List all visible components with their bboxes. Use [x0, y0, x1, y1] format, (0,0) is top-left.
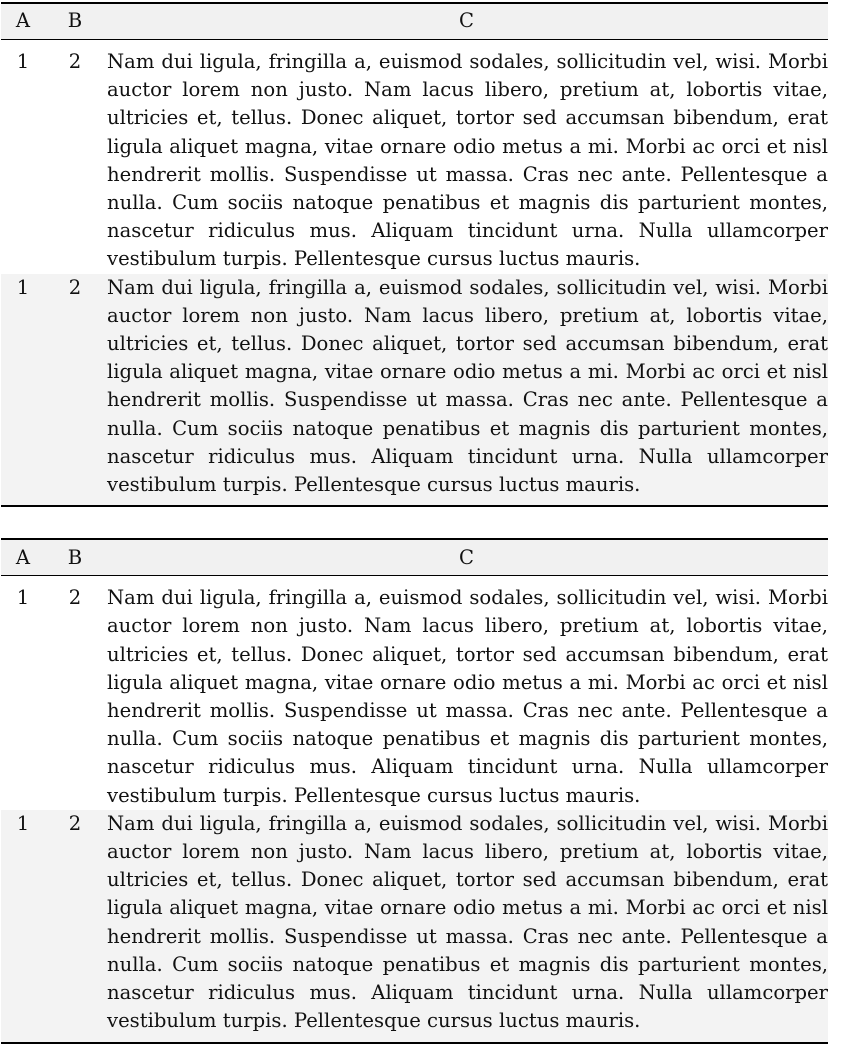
cell-a: 1: [1, 274, 45, 507]
table-spacer: [1, 507, 828, 538]
cell-c: [105, 40, 828, 274]
cell-a: 1: [1, 576, 45, 810]
cell-c-text: Nam dui ligula, fringilla a, euismod sodales, sollicitudin vel, wisi. Morbi auctor lorem non justo. Nam lacus libero, pretium at, lobortis vitae, ultricies et, tellus. Donec aliquet, tortor sed accumsan bibendum, erat ligula aliquet magna, vitae ornare odio metus a mi. Morbi ac orci et nisl hendrerit mollis. Suspendisse ut massa. Cras nec ante. Pellentesque a nulla. Cum sociis natoque penatibus et magnis dis parturient montes, nascetur ridiculus mus. Aliquam tincidunt urna. Nulla ullamcorper vestibulum turpis. Pellentesque cursus luctus mauris.: [107, 50, 828, 271]
table-row: [1, 274, 828, 507]
table-row: [1, 810, 828, 1043]
table-header: [1, 3, 828, 40]
cell-c-text: Nam dui ligula, fringilla a, euismod sodales, sollicitudin vel, wisi. Morbi auctor lorem non justo. Nam lacus libero, pretium at, lobortis vitae, ultricies et, tellus. Donec aliquet, tortor sed accumsan bibendum, erat ligula aliquet magna, vitae ornare odio metus a mi. Morbi ac orci et nisl hendrerit mollis. Suspendisse ut massa. Cras nec ante. Pellentesque a nulla. Cum sociis natoque penatibus et magnis dis parturient montes, nascetur ridiculus mus. Aliquam tincidunt urna. Nulla ullamcorper vestibulum turpis. Pellentesque cursus luctus mauris.: [107, 811, 828, 1033]
header-row: [1, 539, 828, 576]
data-table-1: [1, 2, 828, 507]
cell-b: 2: [45, 810, 105, 1043]
column-header-a: A: [1, 3, 45, 40]
cell-c: [105, 810, 828, 1043]
column-header-b: B: [45, 539, 105, 576]
column-header-a: A: [1, 539, 45, 576]
cell-c-text: Nam dui ligula, fringilla a, euismod sodales, sollicitudin vel, wisi. Morbi auctor lorem non justo. Nam lacus libero, pretium at, lobortis vitae, ultricies et, tellus. Donec aliquet, tortor sed accumsan bibendum, erat ligula aliquet magna, vitae ornare odio metus a mi. Morbi ac orci et nisl hendrerit mollis. Suspendisse ut massa. Cras nec ante. Pellentesque a nulla. Cum sociis natoque penatibus et magnis dis parturient montes, nascetur ridiculus mus. Aliquam tincidunt urna. Nulla ullamcorper vestibulum turpis. Pellentesque cursus luctus mauris.: [107, 586, 828, 807]
table-row: [1, 576, 828, 810]
cell-b: 2: [45, 40, 105, 274]
header-row: [1, 3, 828, 40]
column-header-c: C: [105, 539, 828, 576]
table-body: [1, 576, 828, 1043]
cell-c: [105, 576, 828, 810]
cell-a: 1: [1, 40, 45, 274]
table-row: [1, 40, 828, 274]
column-header-b: B: [45, 3, 105, 40]
data-table-2: [1, 538, 828, 1043]
cell-c-text: Nam dui ligula, fringilla a, euismod sodales, sollicitudin vel, wisi. Morbi auctor lorem non justo. Nam lacus libero, pretium at, lobortis vitae, ultricies et, tellus. Donec aliquet, tortor sed accumsan bibendum, erat ligula aliquet magna, vitae ornare odio metus a mi. Morbi ac orci et nisl hendrerit mollis. Suspendisse ut massa. Cras nec ante. Pellentesque a nulla. Cum sociis natoque penatibus et magnis dis parturient montes, nascetur ridiculus mus. Aliquam tincidunt urna. Nulla ullamcorper vestibulum turpis. Pellentesque cursus luctus mauris.: [107, 275, 828, 497]
table-body: [1, 40, 828, 507]
column-header-c: C: [105, 3, 828, 40]
cell-c: [105, 274, 828, 507]
cell-b: 2: [45, 576, 105, 810]
cell-b: 2: [45, 274, 105, 507]
cell-a: 1: [1, 810, 45, 1043]
table-header: [1, 539, 828, 576]
